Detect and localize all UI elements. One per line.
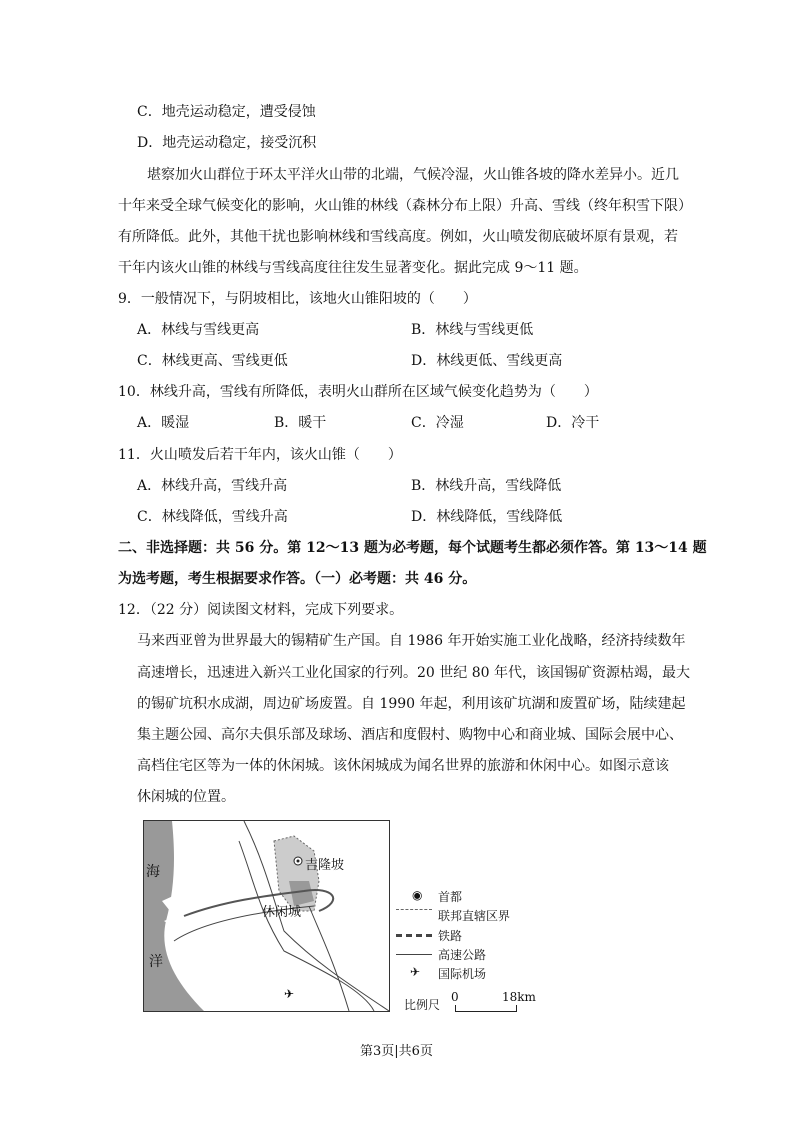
passage-line: 十年来受全球气候变化的影响，火山锥的林线（森林分布上限）升高、雪线（终年积雪下限） [118, 198, 692, 214]
passage-line: 堪察加火山群位于环太平洋火山带的北端，气候冷湿，火山锥各坡的降水差异小。近几 [147, 167, 679, 183]
page-footer: 第3页|共6页 [360, 1044, 433, 1059]
legend-item: 国际机场 [438, 967, 487, 981]
boundary-line-icon [396, 909, 432, 910]
passage-line: 高档住宅区等为一体的休闲城。该休闲城成为闻名世界的旅游和休闲中心。如图示意该 [137, 758, 669, 774]
city-label: 休闲城 [262, 905, 302, 920]
airport-icon: ✈ [284, 987, 295, 1001]
q9-stem: 9．一般情况下，与阴坡相比，该地火山锥阳坡的（ ） [118, 291, 477, 307]
legend-item: 首都 [438, 890, 463, 904]
railway-line-icon [396, 934, 432, 937]
capital-label: 吉隆坡 [305, 858, 345, 873]
q11-option-c: C．林线降低，雪线升高 [137, 509, 288, 525]
q9-option-a: A．林线与雪线更高 [137, 322, 260, 338]
option-c: C．地壳运动稳定，遭受侵蚀 [137, 104, 316, 120]
option-d: D．地壳运动稳定，接受沉积 [137, 135, 317, 151]
passage-line: 的锡矿坑积水成湖，周边矿场废置。自 1990 年起，利用该矿坑湖和废置矿场，陆续建起 [137, 696, 686, 712]
scale-bar [455, 1005, 517, 1012]
legend-item: 高速公路 [438, 948, 487, 962]
q10-option-c: C．冷湿 [411, 415, 464, 431]
scale-max: 18km [502, 990, 536, 1004]
legend-item: 联邦直辖区界 [438, 909, 511, 923]
q11-option-b: B．林线升高，雪线降低 [411, 478, 562, 494]
ocean-label: 洋 [149, 954, 163, 970]
q11-option-d: D．林线降低，雪线降低 [411, 509, 563, 525]
q10-option-b: B．暖干 [274, 415, 327, 431]
passage-line: 休闲城的位置。 [137, 789, 235, 805]
section-heading: 二、非选择题：共 56 分。第 12～13 题为必考题，每个试题考生都必须作答。第 13～14 题 [118, 540, 707, 556]
sea-label: 海 [146, 864, 160, 880]
highway-line-icon [396, 954, 432, 955]
q10-option-a: A．暖湿 [137, 415, 190, 431]
scale-label: 比例尺 [404, 998, 441, 1012]
passage-line: 集主题公园、高尔夫俱乐部及球场、酒店和度假村、购物中心和商业城、国际会展中心、 [137, 727, 683, 743]
legend-item: 铁路 [438, 929, 463, 943]
passage-line: 有所降低。此外，其他干扰也影响林线和雪线高度。例如，火山喷发彻底破坏原有景观，若 [118, 229, 678, 245]
q9-option-b: B．林线与雪线更低 [411, 322, 534, 338]
passage-line: 高速增长，迅速进入新兴工业化国家的行列。20 世纪 80 年代，该国锡矿资源枯竭，最大 [137, 665, 690, 681]
q11-option-a: A．林线升高，雪线升高 [137, 478, 288, 494]
location-map [143, 820, 390, 1012]
passage-line: 马来西亚曾为世界最大的锡精矿生产国。自 1986 年开始实施工业化战略，经济持续数年 [137, 633, 686, 649]
q9-option-c: C．林线更高、雪线更低 [137, 353, 288, 369]
airport-icon: ✈ [410, 965, 421, 979]
q9-option-d: D．林线更低、雪线更高 [411, 353, 563, 369]
scale-zero: 0 [451, 990, 459, 1004]
q10-option-d: D．冷干 [546, 415, 600, 431]
q11-stem: 11．火山喷发后若干年内，该火山锥（ ） [118, 447, 402, 463]
q12-stem: 12．（22 分）阅读图文材料，完成下列要求。 [118, 602, 404, 618]
passage-line: 干年内该火山锥的林线与雪线高度往往发生显著变化。据此完成 9～11 题。 [118, 260, 588, 276]
capital-symbol-icon: ◉ [412, 888, 423, 902]
section-heading: 为选考题，考生根据要求作答。（一）必考题：共 46 分。 [118, 571, 477, 587]
q10-stem: 10．林线升高，雪线有所降低，表明火山群所在区域气候变化趋势为（ ） [118, 384, 598, 400]
